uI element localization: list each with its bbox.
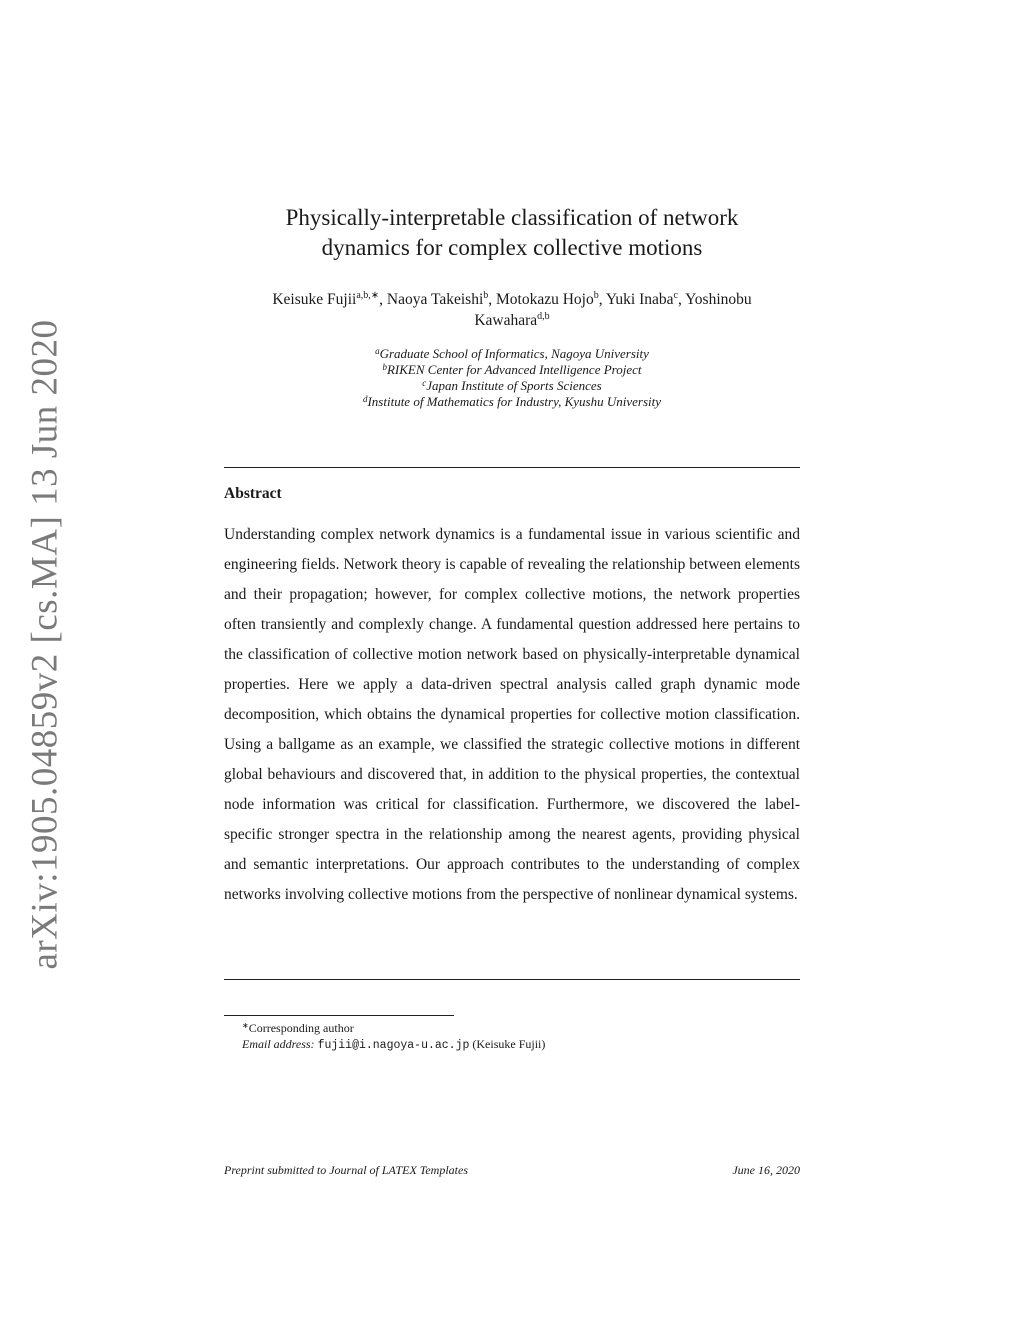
affiliation bbox=[224, 362, 800, 378]
email-owner: (Keisuke Fujii) bbox=[472, 1037, 546, 1051]
author-affil-mark: c bbox=[673, 290, 678, 301]
arxiv-side-stamp bbox=[20, 318, 70, 970]
arxiv-identifier[interactable]: arXiv:1905.04859v2 [cs.MA] 13 Jun 2020 bbox=[24, 318, 66, 970]
paper-title bbox=[224, 203, 800, 263]
author-name: Motokazu Hojo bbox=[496, 291, 594, 308]
abstract-body: Understanding complex network dynamics is a fundamental issue in various scientific and engineering fields. Network theory is capable of revealing the relationship between elements and their propagation; however, for complex collective motions, the network properties often transiently and complexly change. A fundamental question addressed here pertains to the classification of collective motion network based on physically-interpretable dynamical properties. Here we apply a data-driven spectral analysis called graph dynamic mode decomposition, which obtains the dynamical properties for collective motion classification. Using a ballgame as an example, we classified the strategic collective motions in different global behaviours and discovered that, in addition to the physical properties, the contextual node information was critical for classification. Furthermore, we discovered the label-specific stronger spectra in the relationship among the nearest agents, providing physical and semantic interpretations. Our approach contributes to the understanding of complex networks involving collective motions from the perspective of nonlinear dynamical systems. bbox=[224, 526, 800, 903]
author-affil-mark: b bbox=[483, 290, 489, 301]
page-footer bbox=[224, 1163, 800, 1178]
footer-date: June 16, 2020 bbox=[732, 1163, 800, 1177]
abstract-bottom-rule bbox=[224, 979, 800, 980]
affiliation-text: Graduate School of Informatics, Nagoya University bbox=[379, 346, 649, 361]
abstract-heading: Abstract bbox=[224, 485, 282, 502]
affiliation-mark: a bbox=[375, 346, 380, 356]
affiliation-list bbox=[224, 346, 800, 410]
author-name: Yoshinobu bbox=[685, 291, 752, 308]
title-line-1: Physically-interpretable classification of network bbox=[285, 205, 739, 230]
author-affil-mark: b bbox=[593, 290, 599, 301]
author-affil-mark: a,b,∗ bbox=[356, 290, 380, 301]
affiliation bbox=[224, 394, 800, 410]
affiliation-mark: c bbox=[422, 378, 427, 388]
affiliation-mark: d bbox=[362, 394, 368, 404]
affiliation-mark: b bbox=[382, 362, 387, 372]
footnote-corresponding bbox=[224, 1020, 800, 1036]
affiliation bbox=[224, 346, 800, 362]
footnote-corresponding-text: Corresponding author bbox=[248, 1021, 354, 1035]
footnote-mark: ∗ bbox=[242, 1021, 249, 1030]
author-name: Naoya Takeishi bbox=[386, 291, 484, 308]
footnote bbox=[224, 1020, 800, 1054]
email-address-link[interactable]: fujii@i.nagoya-u.ac.jp bbox=[317, 1039, 470, 1052]
email-label: Email address: bbox=[242, 1037, 315, 1051]
title-line-2: dynamics for complex collective motions bbox=[321, 235, 703, 260]
author-list: Keisuke Fujii$^{a,b,∗}$, Naoya Takeishi$^b$, Motokazu Hojo$^b$, Yuki Inaba$^c$, Yoshinobu Kawahara$^{d,b}$ bbox=[272, 290, 752, 329]
author-name: Keisuke Fujii bbox=[272, 291, 357, 308]
footer-preprint-note: Preprint submitted to Journal of LATEX Templates bbox=[224, 1163, 469, 1177]
affiliation-text: RIKEN Center for Advanced Intelligence Project bbox=[386, 362, 642, 377]
affiliation bbox=[224, 378, 800, 394]
affiliation-text: Japan Institute of Sports Sciences bbox=[426, 378, 602, 393]
affiliation-text: Institute of Mathematics for Industry, Kyushu University bbox=[367, 394, 662, 409]
author-name: Yuki Inaba bbox=[605, 291, 674, 308]
footnote-email-line bbox=[224, 1036, 800, 1054]
author-name: Kawahara bbox=[474, 312, 538, 329]
abstract-top-rule bbox=[224, 467, 800, 468]
footnote-rule bbox=[224, 1015, 454, 1016]
author-affil-mark: d,b bbox=[537, 311, 550, 322]
